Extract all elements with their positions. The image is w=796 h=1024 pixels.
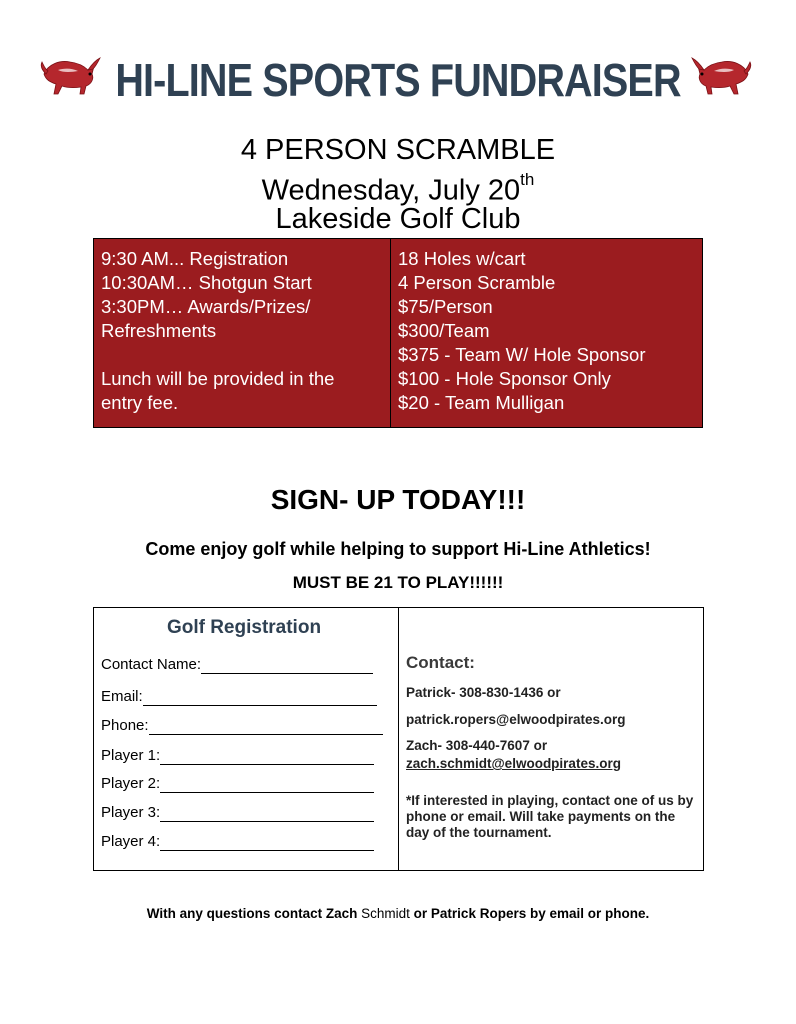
- footer-part-1: With any questions contact Zach: [146, 906, 362, 921]
- schedule-line: 3:30PM… Awards/Prizes/: [101, 296, 311, 317]
- schedule-column: [94, 239, 391, 427]
- pricing-line: $20 - Team Mulligan: [398, 392, 565, 413]
- pricing-line: $300/Team: [398, 320, 490, 341]
- field-label: Phone:: [101, 717, 149, 734]
- event-date-suffix: th: [520, 170, 535, 189]
- field-label: Player 4:: [101, 833, 161, 850]
- email-field[interactable]: [101, 688, 377, 706]
- player-4-field[interactable]: [101, 833, 374, 851]
- field-label: Email:: [101, 688, 143, 705]
- contact-heading: Contact:: [406, 653, 475, 672]
- pricing-line: 18 Holes w/cart: [398, 248, 526, 269]
- event-venue: Lakeside Golf Club: [275, 203, 521, 235]
- patrick-phone: Patrick- 308-830-1436 or: [406, 685, 561, 700]
- pricing-column: [391, 239, 702, 427]
- player-1-field[interactable]: [101, 747, 374, 765]
- signup-tagline: Come enjoy golf while helping to support Hi-Line Athletics!: [145, 539, 651, 559]
- player-4-blank[interactable]: [160, 836, 374, 851]
- schedule-line: Refreshments: [101, 320, 217, 341]
- schedule-line: 10:30AM… Shotgun Start: [101, 272, 312, 293]
- page-title: HI-LINE SPORTS FUNDRAISER: [115, 54, 681, 106]
- pricing-line: $100 - Hole Sponsor Only: [398, 368, 611, 389]
- footer-note: [0, 905, 796, 923]
- player-1-blank[interactable]: [160, 750, 374, 765]
- schedule-spacer: [101, 343, 390, 367]
- schedule-line: Lunch will be provided in the: [101, 368, 335, 389]
- field-label: Player 3:: [101, 804, 161, 821]
- pricing-line: 4 Person Scramble: [398, 272, 556, 293]
- footer-part-3: or Patrick Ropers by email or phone.: [409, 906, 650, 921]
- email-blank[interactable]: [143, 691, 377, 706]
- contact-panel: [398, 608, 703, 870]
- schedule-pricing-box: [93, 238, 703, 428]
- pricing-line: $75/Person: [398, 296, 493, 317]
- player-3-field[interactable]: [101, 804, 374, 822]
- age-notice: MUST BE 21 TO PLAY!!!!!!: [292, 573, 504, 592]
- contact-name-field[interactable]: [101, 656, 373, 674]
- registration-panel: [94, 608, 399, 870]
- zach-email-link[interactable]: zach.schmidt@elwoodpirates.org: [406, 756, 621, 771]
- player-2-field[interactable]: [101, 775, 374, 793]
- contact-name-blank[interactable]: [201, 659, 373, 674]
- phone-field[interactable]: [101, 717, 383, 735]
- player-3-blank[interactable]: [160, 807, 374, 822]
- phone-blank[interactable]: [149, 720, 383, 735]
- registration-form: [93, 607, 704, 871]
- field-label: Player 2:: [101, 775, 161, 792]
- schedule-line: 9:30 AM... Registration: [101, 248, 289, 269]
- player-2-blank[interactable]: [160, 778, 374, 793]
- contact-note: *If interested in playing, contact one of us by phone or email. Will take payments on the day of the tournament.: [406, 793, 694, 840]
- schedule-line: entry fee.: [101, 392, 179, 413]
- footer-part-2: Schmidt: [361, 906, 410, 921]
- registration-title: Golf Registration: [166, 617, 322, 638]
- event-date-text: Wednesday, July 20: [261, 174, 521, 207]
- field-label: Player 1:: [101, 747, 161, 764]
- field-label: Contact Name:: [101, 656, 202, 673]
- pricing-line: $375 - Team W/ Hole Sponsor: [398, 344, 646, 365]
- patrick-email[interactable]: patrick.ropers@elwoodpirates.org: [406, 712, 626, 727]
- event-type: 4 PERSON SCRAMBLE: [240, 134, 556, 166]
- zach-phone: Zach- 308-440-7607 or: [406, 738, 548, 753]
- signup-headline: SIGN- UP TODAY!!!: [270, 484, 526, 515]
